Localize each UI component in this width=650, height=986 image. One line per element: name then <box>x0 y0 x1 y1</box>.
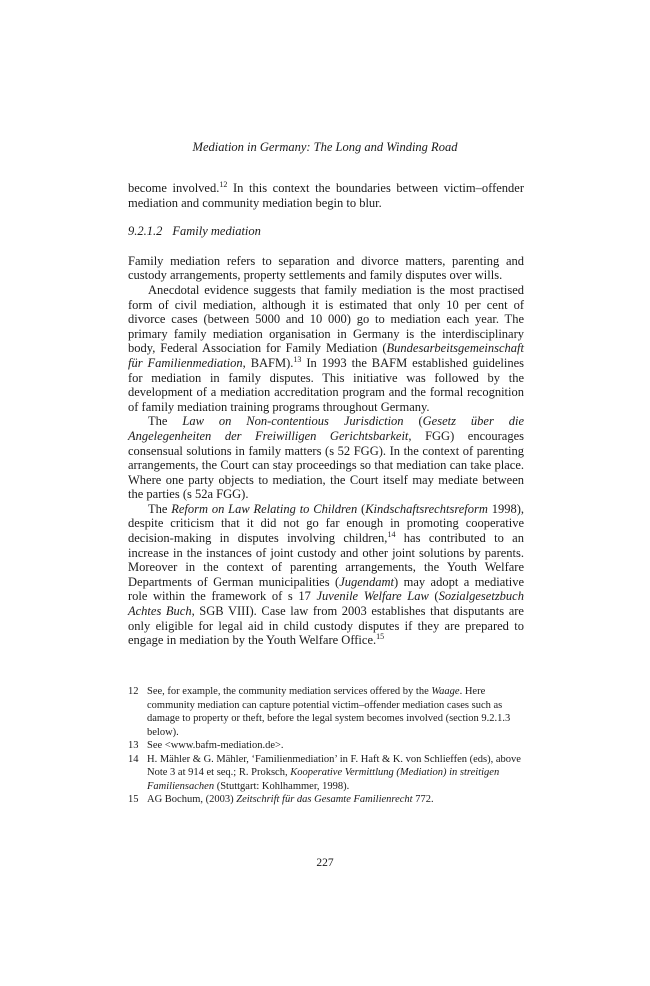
paragraph-anecdotal-evidence <box>128 283 524 414</box>
italic-term: Sozialgesetzbuch Achtes Buch <box>128 589 524 619</box>
paragraph-reform <box>128 502 524 648</box>
footnote-ref-14[interactable]: 14 <box>387 530 396 540</box>
italic-term: Juvenile Welfare Law <box>316 589 429 604</box>
footnotes <box>128 685 528 807</box>
italic-term: Kooperative Vermittlung (Mediation) in streitigen Familiensachen <box>147 767 500 792</box>
text-run: H. Mähler & G. Mähler, ‘Familienmediation’ in F. Haft & K. von Schlieffen (eds), above Note 3 at 914 et seq.; R. Proksch, <box>147 753 521 778</box>
text-run: ( <box>428 589 439 604</box>
text-run: become involved. <box>128 181 220 195</box>
italic-term: Law on Non-contentious Jurisdiction <box>182 414 404 429</box>
italic-term: Reform on Law Relating to Children <box>171 501 358 516</box>
paragraph-family-mediation-definition: Family mediation refers to separation and divorce matters, parenting and custody arrangements, property settlements and family disputes over wills. <box>128 253 524 283</box>
footnote-number: 14 <box>128 753 139 765</box>
footnote-text <box>147 753 528 794</box>
text-run: The <box>148 501 172 516</box>
section-title: Family mediation <box>172 224 261 239</box>
footnote-ref-12[interactable]: 12 <box>219 180 228 189</box>
footnote-number: 13 <box>128 740 139 751</box>
text-run: ) may adopt a mediative role within the framework of s 17 <box>128 574 524 604</box>
paragraph-continuation <box>128 181 524 210</box>
running-head: Mediation in Germany: The Long and Winding Road <box>192 140 458 154</box>
body-text <box>128 181 524 648</box>
footnote-15 <box>128 793 528 807</box>
footnote-number: 15 <box>128 794 139 805</box>
page-number: 227 <box>316 857 334 869</box>
italic-term: Waage <box>431 686 460 697</box>
footnote-text: See <www.bafm-mediation.de>. <box>147 740 284 751</box>
footnote-12 <box>128 685 528 739</box>
footnote-ref-13[interactable]: 13 <box>293 354 302 364</box>
text-run: , FGG) encourages consensual solutions in family matters (s 52 FGG). In the context of parenting arrangements, the Court can stay proceedings so that mediation can take place. Where one party objects to mediation, the Court itself may mediate between the parties (s 52a FGG). <box>128 428 524 502</box>
text-run: AG Bochum, (2003) <box>147 794 237 805</box>
text-run: , SGB VIII). Case law from 2003 establishes that disputants are only eligible for legal aid in child custody disputes if they are prepared to engage in mediation by the Youth Welfare Office. <box>128 604 524 648</box>
italic-term: Zeitschrift für das Gesamte Familienrecht <box>236 794 413 805</box>
text-run: Anecdotal evidence suggests that family mediation is the most practised form of civil mediation, although it is estimated that only 10 per cent of divorce cases (between 5000 and 10 000) go to mediation each year. The primary family mediation organisation in Germany is the interdisciplinary body, Federal Association for Family Mediation ( <box>128 282 524 356</box>
text-run: ( <box>403 414 423 429</box>
text-run: 772. <box>412 794 434 805</box>
italic-term: Kindschaftsrechtsreform <box>365 501 488 516</box>
text-run: . Here community mediation can capture potential victim–offender mediation cases such as damage to property or theft, before the legal system becomes involved (section 9.2.1.3 below). <box>147 686 511 738</box>
footnote-number: 12 <box>128 686 139 697</box>
text-run: See, for example, the community mediation services offered by the <box>147 686 432 697</box>
text-run: In this context the boundaries between victim–offender mediation and community mediation begin to blur. <box>128 181 524 210</box>
text-run: In 1993 the BAFM established guidelines for mediation in family disputes. This initiative was followed by the development of a mediation accreditation program and the formal recognition of family mediation training programs throughout Germany. <box>128 355 525 414</box>
footnote-ref-15[interactable]: 15 <box>376 632 385 642</box>
italic-term: Jugendamt <box>339 574 395 589</box>
footnote-13 <box>128 739 528 753</box>
text-run: , BAFM). <box>242 355 294 370</box>
section-heading <box>128 224 524 239</box>
section-number: 9.2.1.2 <box>128 224 163 239</box>
text-run: (Stuttgart: Kohlhammer, 1998). <box>214 780 350 792</box>
text-run: ( <box>357 501 366 516</box>
text-run: 1998), despite criticism that it did not go far enough in promoting cooperative decision-making in disputes involving children, <box>128 501 524 546</box>
footnote-text <box>147 685 528 739</box>
text-run: The <box>148 414 183 429</box>
italic-term: Gesetz über die Angelegenheiten der Freiwilligen Gerichtsbarkeit <box>128 414 525 443</box>
italic-term: Bundesarbeitsgemeinschaft für Familienmediation <box>128 341 524 370</box>
footnote-14 <box>128 753 528 794</box>
paragraph-fgg <box>128 414 524 502</box>
footnote-text <box>147 793 528 807</box>
text-run: has contributed to an increase in the instances of joint custody and other joint solutions by parents. Moreover in the context of parenting arrangements, the Youth Welfare Departments of German municipalities ( <box>128 531 524 589</box>
